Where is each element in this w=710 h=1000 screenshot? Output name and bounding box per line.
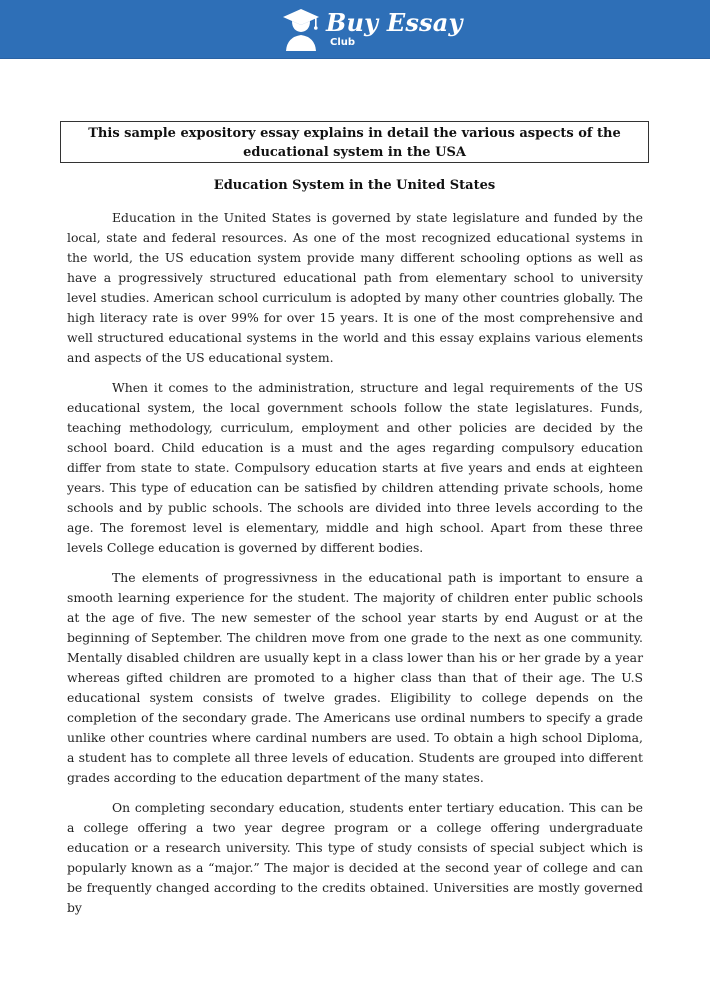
essay-body [67, 208, 643, 928]
essay-paragraph: Education in the United States is governed by state legislature and funded by the local, state and federal resources. As one of the most recognized educational systems in the world, the US education system provide many different schooling options as well as have a progressively structured educational path from elementary school to university level studies. American school curriculum is adopted by many other countries globally. The high literacy rate is over 99% for over 15 years. It is one of the most comprehensive and well structured educational systems in the world and this essay explains various elements and aspects of the US educational system. [67, 210, 643, 365]
logo-brand-text: Buy Essay [326, 8, 463, 37]
graduate-head-icon [282, 7, 320, 51]
essay-title: Education System in the United States [213, 178, 496, 193]
logo-sub-text: Club [330, 37, 356, 48]
essay-paragraph: On completing secondary education, students enter tertiary education. This can be a college offering a two year degree program or a college offering undergraduate education or a research university. This type of study consists of special subject which is popularly known as a “major.” The major is decided at the second year of college and can be frequently changed according to the credits obtained. Universities are mostly governed by [67, 800, 643, 915]
site-logo[interactable] [282, 5, 463, 53]
site-header [0, 0, 710, 59]
essay-summary-box: This sample expository essay explains in detail the various aspects of the educational system in the USA [60, 121, 649, 163]
essay-paragraph: The elements of progressivness in the educational path is important to ensure a smooth learning experience for the student. The majority of children enter public schools at the age of five. The new semester of the school year starts by end August or at the beginning of September. The children move from one grade to the next as one community. Mentally disabled children are usually kept in a class lower than his or her grade by a year whereas gifted children are promoted to a higher class than that of their age. The U.S educational system consists of twelve grades. Eligibility to college depends on the completion of the secondary grade. The Americans use ordinal numbers to specify a grade unlike other countries where cardinal numbers are used. To obtain a high school Diploma, a student has to complete all three levels of education. Students are grouped into different grades according to the education department of the many states. [67, 570, 643, 785]
essay-paragraph: When it comes to the administration, structure and legal requirements of the US educational system, the local government schools follow the state legislatures. Funds, teaching methodology, curriculum, employment and other policies are decided by the school board. Child education is a must and the ages regarding compulsory education differ from state to state. Compulsory education starts at five years and ends at eighteen years. This type of education can be satisfied by children attending private schools, home schools and by public schools. The schools are divided into three levels according to the age. The foremost level is elementary, middle and high school. Apart from these three levels College education is governed by different bodies. [67, 380, 643, 555]
